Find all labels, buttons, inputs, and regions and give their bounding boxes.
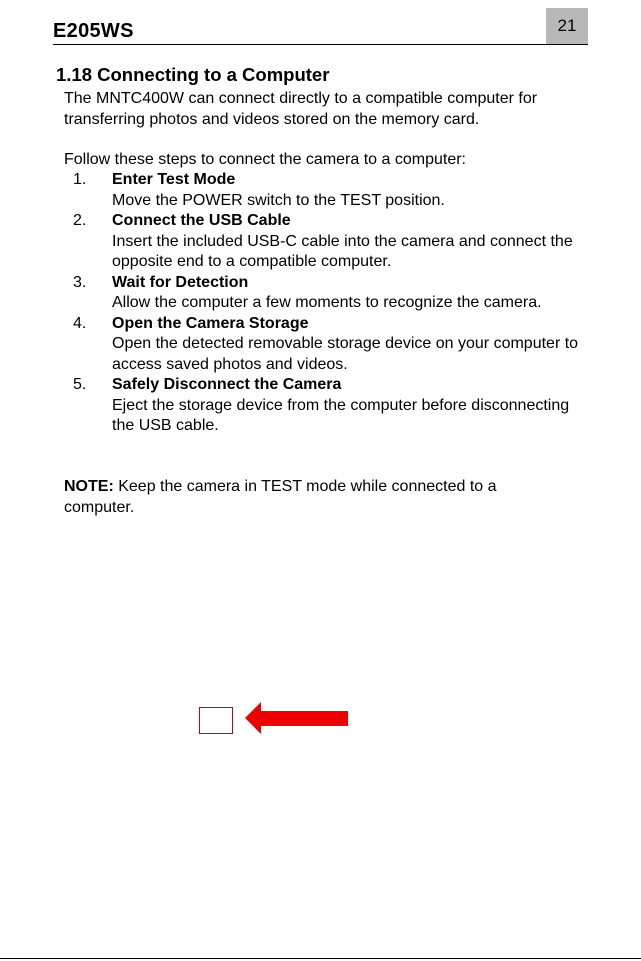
step-title: Wait for Detection xyxy=(112,273,249,291)
step-number: 1. xyxy=(73,171,87,188)
step-number: 3. xyxy=(73,273,87,291)
step-item xyxy=(64,314,594,376)
highlight-marker-box xyxy=(199,707,233,734)
note-paragraph xyxy=(64,477,564,518)
step-item xyxy=(64,170,594,211)
step-item xyxy=(64,375,594,437)
step-item xyxy=(64,211,594,273)
section-title: 1.18 Connecting to a Computer xyxy=(56,64,330,85)
step-title: Connect the USB Cable xyxy=(112,212,291,229)
step-text: Insert the included USB-C cable into the camera and connect the opposite end to a compatible computer. xyxy=(112,232,573,270)
step-number: 2. xyxy=(73,212,87,229)
footer-divider xyxy=(0,958,641,959)
step-number: 5. xyxy=(73,376,87,393)
steps-lead-text: Follow these steps to connect the camera to a computer: xyxy=(64,151,466,168)
note-label: NOTE: xyxy=(64,478,114,495)
header-divider xyxy=(53,44,588,45)
steps-list xyxy=(64,170,594,437)
note-text: Keep the camera in TEST mode while connected to a computer. xyxy=(64,478,497,516)
step-text: Open the detected removable storage device on your computer to access saved photos and videos. xyxy=(112,335,579,373)
step-text: Allow the computer a few moments to recognize the camera. xyxy=(112,294,542,311)
step-title: Safely Disconnect the Camera xyxy=(112,376,342,393)
page-number-badge: 21 xyxy=(546,8,588,44)
step-item xyxy=(64,273,594,314)
step-text: Move the POWER switch to the TEST position. xyxy=(112,191,445,209)
left-arrow-icon xyxy=(245,702,349,738)
step-title: Open the Camera Storage xyxy=(112,314,309,332)
document-model-header: E205WS xyxy=(53,20,134,42)
step-number: 4. xyxy=(73,314,87,332)
step-title: Enter Test Mode xyxy=(112,171,236,188)
step-text: Eject the storage device from the computer before disconnecting the USB cable. xyxy=(112,396,570,434)
intro-paragraph: The MNTC400W can connect directly to a compatible computer for transferring photos and videos stored on the memory card. xyxy=(64,90,538,128)
